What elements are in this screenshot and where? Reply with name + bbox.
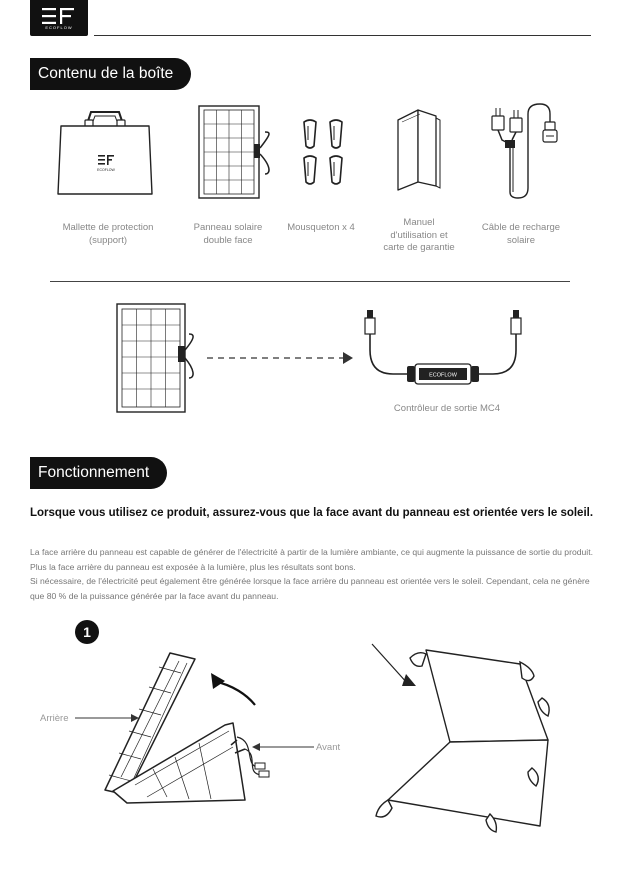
section-title-box-contents: Contenu de la boîte [30, 58, 191, 90]
step-number-badge: 1 [75, 620, 99, 644]
paragraph-ambient-light: La face arrière du panneau est capable de générer de l'électricité à partir de la lumière ambiante, ce qui augmente la puissance de sortie du produit. Plus la face arrière du panneau est exposée à la lumière, plus les résultats sont bons. [30, 547, 593, 572]
front-label-pointer [252, 740, 314, 754]
carabiner-stand-illustration [370, 640, 560, 840]
carabiners-illustration [298, 118, 350, 190]
bifacial-panel-illustration [195, 104, 275, 200]
controller-brand-text: ECOFLOW [429, 372, 457, 379]
paragraph-rear-facing: Si nécessaire, de l'électricité peut également être générée lorsque la face arrière du panneau est orientée vers le soleil. Cependant, cela ne génère que 80 % de la puissance générée par la face avant du panneau. [30, 576, 590, 601]
panel-to-controller-diagram [115, 300, 535, 420]
caption-protective-case: Mallette de protection (support) [62, 222, 154, 246]
section-divider [50, 281, 570, 282]
label-front: Avant [316, 742, 341, 753]
manual-illustration [392, 108, 446, 192]
caption-bifacial-panel: Panneau solaire double face [193, 222, 263, 246]
header-rule [94, 35, 591, 36]
section-title-function: Fonctionnement [30, 457, 167, 489]
caption-manual: Manuel d'utilisation et carte de garantie [383, 217, 455, 253]
case-brand-text: ECOFLOW [97, 168, 115, 172]
ecoflow-logo [30, 0, 88, 36]
body-paragraphs [30, 545, 598, 603]
caption-charging-cable: Câble de recharge solaire [481, 222, 561, 246]
back-label-pointer [75, 712, 140, 728]
orientation-instruction: Lorsque vous utilisez ce produit, assurez-vous que la face avant du panneau est orientée vers le soleil. [30, 507, 594, 519]
label-back: Arrière [40, 713, 69, 724]
protective-case-illustration [55, 108, 155, 200]
logo-brand-text: ECOFLOW [45, 25, 73, 30]
caption-carabiners: Mousqueton x 4 [287, 222, 355, 233]
caption-mc4-controller: Contrôleur de sortie MC4 [393, 403, 501, 414]
charging-cable-illustration [488, 100, 568, 200]
ef-logo-icon [42, 8, 76, 24]
